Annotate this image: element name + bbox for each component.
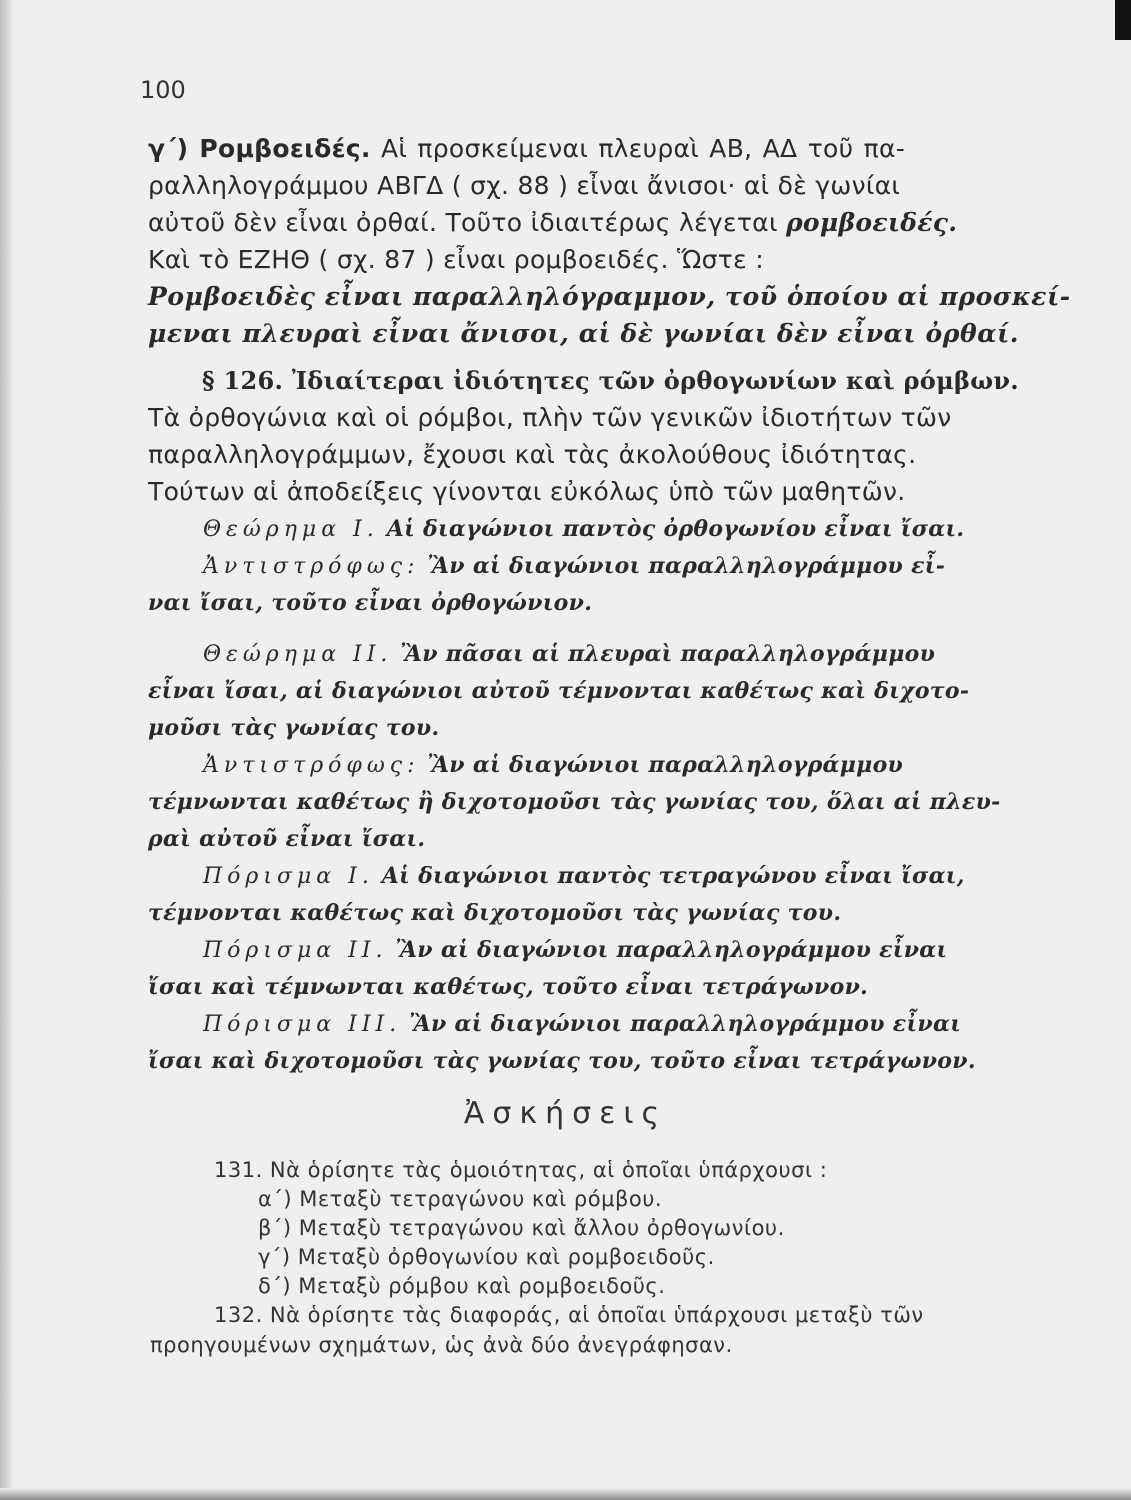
definition-line: Ρομβοειδὲς εἶναι παραλληλόγραμμον, τοῦ ὁποίου αἱ προσκεί- [148, 282, 1071, 311]
corollary-text: ἴσαι καὶ διχοτομοῦσι τὰς γωνίας του, τοῦτο εἶναι τετράγωνον. [148, 1048, 976, 1074]
theorem-label: Θεώρημα ΙΙ. [203, 642, 393, 667]
corollary-text: τέμνονται καθέτως καὶ διχοτομοῦσι τὰς γωνίας του. [148, 900, 842, 926]
converse-text: ναι ἴσαι, τοῦτο εἶναι ὀρθογώνιον. [148, 590, 593, 616]
theorem-text: μοῦσι τὰς γωνίας του. [148, 715, 440, 741]
text-line: Αἱ προσκείμεναι πλευραὶ ΑΒ, ΑΔ τοῦ πα- [370, 134, 906, 163]
corollary-text: Ἂν αἱ διαγώνιοι παραλληλογράμμου εἶναι [401, 1011, 962, 1037]
exercises-heading: Ἀσκήσεις [463, 1096, 668, 1131]
converse-label: Ἀντιστρόφως: [203, 753, 420, 778]
section-label: γ΄) Ρομβοειδές. [148, 134, 371, 163]
exercise-132: 132. Νὰ ὁρίσητε τὰς διαφοράς, αἱ ὁποῖαι ὑπάρχουσι μεταξὺ τῶν [214, 1303, 924, 1327]
definition-line: μεναι πλευραὶ εἶναι ἄνισοι, αἱ δὲ γωνίαι δὲν εἶναι ὀρθαί. [148, 319, 1020, 348]
page-number: 100 [140, 76, 186, 104]
converse-text: ραὶ αὐτοῦ εἶναι ἴσαι. [148, 826, 426, 852]
exercise-132-cont: προηγουμένων σχημάτων, ὡς ἀνὰ δύο ἀνεγράφησαν. [150, 1333, 733, 1357]
text-line: ραλληλογράμμου ΑΒΓΔ ( σχ. 88 ) εἶναι ἄνισοι· αἱ δὲ γωνίαι [148, 171, 901, 200]
corollary-label: Πόρισμα ΙΙΙ. [203, 1012, 402, 1037]
text-line: αὐτοῦ δὲν εἶναι ὀρθαί. Τοῦτο ἰδιαιτέρως λέγεται [148, 208, 786, 237]
theorems-block [148, 511, 1033, 1080]
term-emphasis: ρομβοειδές. [785, 208, 958, 237]
page-bottom-shadow [0, 1488, 1131, 1500]
converse-label: Ἀντιστρόφως: [203, 554, 420, 579]
converse-text: Ἂν αἱ διαγώνιοι παραλληλογράμμου [419, 752, 904, 778]
corollary-text: Ἂν αἱ διαγώνιοι παραλληλογράμμου εἶναι [387, 937, 948, 963]
corollary-label: Πόρισμα Ι. [203, 864, 374, 889]
scan-corner [1115, 0, 1131, 40]
exercise-131-c: γ΄) Μεταξὺ ὀρθογωνίου καὶ ρομβοειδοῦς. [258, 1245, 715, 1269]
exercise-131: 131. Νὰ ὁρίσητε τὰς ὁμοιότητας, αἱ ὁποῖαι ὑπάρχουσι : [214, 1158, 828, 1182]
text-line: Καὶ τὸ ΕΖΗΘ ( σχ. 87 ) εἶναι ρομβοειδές. Ὥστε : [148, 245, 764, 274]
text-line: Τούτων αἱ ἀποδείξεις γίνονται εὐκόλως ὑπὸ τῶν μαθητῶν. [148, 477, 906, 506]
corollary-label: Πόρισμα ΙΙ. [203, 938, 388, 963]
converse-text: τέμνωνται καθέτως ἢ διχοτομοῦσι τὰς γωνίας του, ὅλαι αἱ πλευ- [148, 789, 1001, 815]
theorem-text: εἶναι ἴσαι, αἱ διαγώνιοι αὐτοῦ τέμνονται καθέτως καὶ διχοτο- [148, 678, 970, 704]
page-edge-shadow [0, 0, 14, 1500]
paragraph-title: § 126. Ἰδιαίτεραι ἰδιότητες τῶν ὀρθογωνίων καὶ ρόμβων. [202, 366, 1019, 395]
text-line: Τὰ ὀρθογώνια καὶ οἱ ρόμβοι, πλὴν τῶν γενικῶν ἰδιοτήτων τῶν [148, 403, 952, 432]
exercise-131-a: α΄) Μεταξὺ τετραγώνου καὶ ρόμβου. [258, 1187, 663, 1211]
converse-text: Ἂν αἱ διαγώνιοι παραλληλογράμμου εἶ- [419, 553, 946, 579]
theorem-label: Θεώρημα Ι. [203, 517, 379, 542]
section-rhomboid [148, 130, 1071, 352]
corollary-text: ἴσαι καὶ τέμνωνται καθέτως, τοῦτο εἶναι τετράγωνον. [148, 974, 869, 1000]
paragraph-126 [148, 362, 1033, 510]
theorem-text: Ἂν πᾶσαι αἱ πλευραὶ παραλληλογράμμου [392, 641, 936, 667]
exercise-131-d: δ΄) Μεταξὺ ρόμβου καὶ ρομβοειδοῦς. [258, 1274, 666, 1298]
theorem-text: Αἱ διαγώνιοι παντὸς ὀρθογωνίου εἶναι ἴσαι. [378, 516, 965, 542]
exercise-131-b: β΄) Μεταξὺ τετραγώνου καὶ ἄλλου ὀρθογωνίου. [258, 1216, 785, 1240]
text-line: παραλληλογράμμων, ἔχουσι καὶ τὰς ἀκολούθους ἰδιότητας. [148, 440, 917, 469]
corollary-text: Αἱ διαγώνιοι παντὸς τετραγώνου εἶναι ἴσαι, [373, 863, 965, 889]
